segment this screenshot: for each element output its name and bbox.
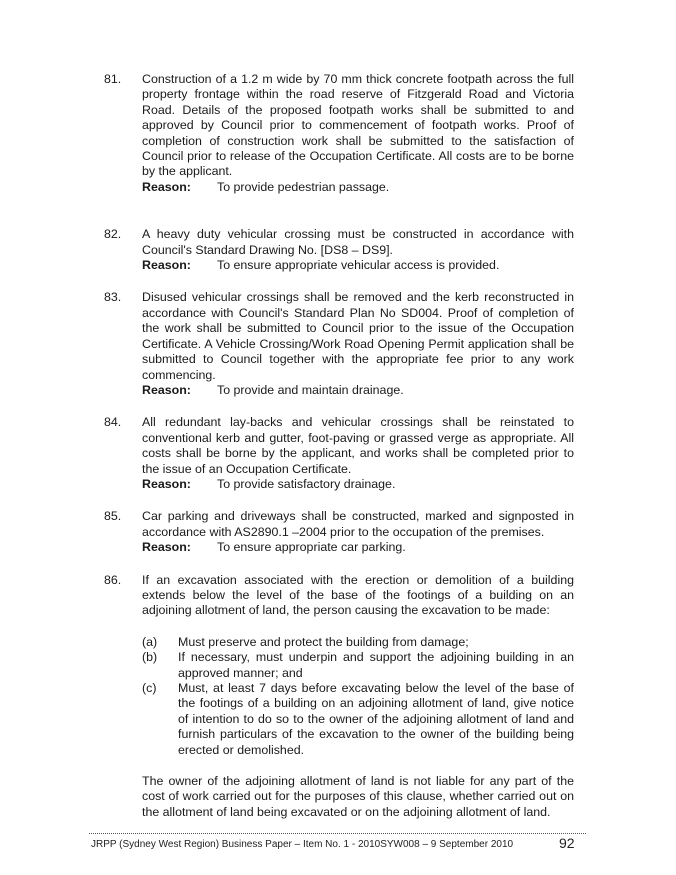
clause-85: [104, 509, 574, 555]
conditions-list: [104, 72, 574, 837]
clause-reason: [142, 180, 574, 195]
footer-text: JRPP (Sydney West Region) Business Paper – Item No. 1 - 2010SYW008 – 9 September 2010: [91, 839, 514, 850]
subclause-text: Must preserve and protect the building from damage;: [178, 634, 469, 649]
clause-reason: [142, 477, 574, 492]
clause-number: 85.: [104, 509, 122, 524]
reason-label: Reason:: [142, 476, 191, 491]
clause-81: [104, 72, 574, 195]
clause-text: Construction of a 1.2 m wide by 70 mm thick concrete footpath across the full property frontage within the road reserve of Fitzgerald Road and Victoria Road. Details of the proposed footpath works shall be submitted to and approved by Council prior to commencement of footpath works. Proof of completion of construction work shall be submitted to the satisfaction of Council prior to release of the Occupation Certificate. All costs are to be borne by the applicant.: [142, 72, 574, 179]
clause-82: [104, 227, 574, 273]
clause-closing-paragraph: The owner of the adjoining allotment of land is not liable for any part of the cost of work carried out for the purposes of this clause, whether carried out on the allotment of land being excavated or on the adjoining allotment of land.: [142, 774, 574, 819]
subclause-item: [142, 650, 574, 681]
clause-86: [104, 573, 574, 821]
reason-text: To ensure appropriate car parking.: [217, 540, 406, 555]
subclause-label: (c): [142, 681, 157, 695]
subclause-item: [142, 635, 574, 650]
reason-text: To provide and maintain drainage.: [217, 382, 404, 397]
clause-text: Car parking and driveways shall be constructed, marked and signposted in accordance with AS2890.1 –2004 prior to the occupation of the premises.: [142, 509, 574, 539]
footer-divider: [89, 833, 586, 834]
reason-label: Reason:: [142, 382, 191, 397]
clause-number: 83.: [104, 290, 122, 305]
clause-number: 81.: [104, 72, 122, 86]
clause-text: If an excavation associated with the erection or demolition of a building extends below the level of the base of the footings of a building on an adjoining allotment of land, the person causing the excavation to be made:: [142, 572, 574, 618]
clause-text: Disused vehicular crossings shall be removed and the kerb reconstructed in accordance with Council's Standard Plan No SD004. Proof of completion of the work shall be submitted to Council prior to the issue of the Occupation Certificate. A Vehicle Crossing/Work Road Opening Permit application shall be submitted to Council together with the appropriate fee prior to any work commencing.: [142, 290, 574, 382]
reason-text: To provide satisfactory drainage.: [217, 476, 396, 491]
reason-label: Reason:: [142, 179, 191, 194]
reason-label: Reason:: [142, 540, 191, 555]
subclause-item: [142, 681, 574, 758]
subclause-label: (b): [142, 650, 158, 665]
clause-number: 86.: [104, 572, 122, 587]
clause-number: 84.: [104, 415, 122, 430]
clause-83: [104, 290, 574, 398]
subclause-list: [142, 635, 574, 758]
subclause-text: If necessary, must underpin and support the adjoining building in an approved manner; and: [178, 650, 574, 680]
subclause-label: (a): [142, 634, 158, 649]
clause-reason: [142, 258, 574, 273]
page-number: 92: [559, 835, 575, 851]
clause-reason: [142, 383, 574, 398]
clause-84: [104, 415, 574, 492]
reason-text: To provide pedestrian passage.: [217, 179, 390, 194]
clause-reason: [142, 540, 574, 555]
reason-label: Reason:: [142, 258, 191, 273]
reason-text: To ensure appropriate vehicular access is provided.: [217, 258, 500, 273]
clause-number: 82.: [104, 227, 122, 242]
subclause-text: Must, at least 7 days before excavating below the level of the base of the footings of a building on an adjoining allotment of land, give notice of intention to do so to the owner of the adjoining allotment of land and furnish particulars of the excavation to the owner of the building being erected or demolished.: [178, 681, 574, 757]
clause-text: All redundant lay-backs and vehicular crossings shall be reinstated to conventional kerb and gutter, foot-paving or grassed verge as appropriate. All costs shall be borne by the applicant, and works shall be completed prior to the issue of an Occupation Certificate.: [142, 415, 574, 476]
clause-text: A heavy duty vehicular crossing must be constructed in accordance with Council's Standard Drawing No. [DS8 – DS9].: [142, 227, 574, 257]
